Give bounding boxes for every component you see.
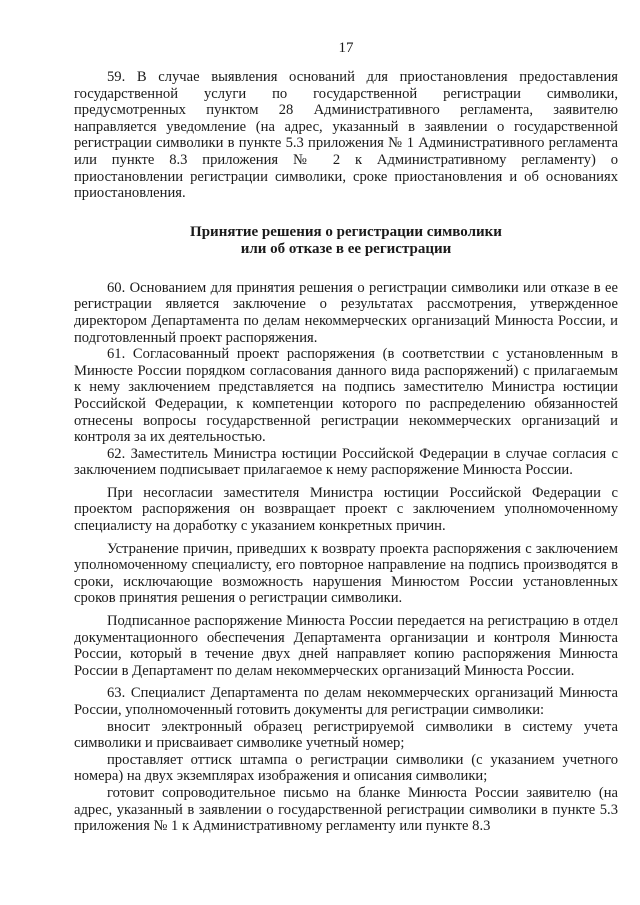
paragraph-63-item-1: вносит электронный образец регистрируемой символики в систему учета символики и присваивает символике учетный номер; xyxy=(74,718,618,752)
paragraph-62-signed: Подписанное распоряжение Минюста России передается на регистрацию в отдел документационного обеспечения Департамента организации и контроля Минюста России, который в течение двух дней направляет копию распоряжения Минюста России в Департамент по делам некоммерческих организаций Минюста России. xyxy=(74,613,618,679)
page-number: 17 xyxy=(338,40,354,56)
section-heading-line-2: или об отказе в ее регистрации xyxy=(240,240,452,257)
paragraph-63-item-2: проставляет оттиск штампа о регистрации символики (с указанием учетного номера) на двух экземплярах изображения и описания символики; xyxy=(74,751,618,785)
paragraph-61: 61. Согласованный проект распоряжения (в соответствии с установленным в Минюсте России порядком согласования данного вида распоряжений) с прилагаемым к нему заключением представляется на подпись заместителю Министра юстиции Российской Федерации, к компетенции которого по распределению обязанностей отнесены вопросы государственной регистрации некоммерческих организаций и контроля за их деятельностью. xyxy=(74,346,618,446)
section-heading-line-1: Принятие решения о регистрации символики xyxy=(190,223,502,240)
paragraph-63: 63. Специалист Департамента по делам некоммерческих организаций Минюста России, уполномоченный готовить документы для регистрации символики: xyxy=(74,685,618,718)
paragraph-62: 62. Заместитель Министра юстиции Российской Федерации в случае согласия с заключением подписывает прилагаемое к нему распоряжение Минюста России. xyxy=(74,445,618,479)
section-heading xyxy=(74,224,618,258)
paragraph-62-elimination: Устранение причин, приведших к возврату проекта распоряжения с заключением уполномоченному специалисту, его повторное направление на подпись производятся в сроки, исключающие возможность нарушения Минюстом России установленных сроков принятия решения о регистрации символики. xyxy=(74,540,618,607)
paragraph-60: 60. Основанием для принятия решения о регистрации символики или отказе в ее регистрации является заключение о результатах рассмотрения, утвержденное директором Департамента по делам некоммерческих организаций Минюста России, и подготовленный проект распоряжения. xyxy=(74,279,618,346)
paragraph-63-item-3: готовит сопроводительное письмо на бланке Минюста России заявителю (на адрес, указанный в заявлении о государственной регистрации символики в пункте 5.3 приложения № 1 к Административному регламенту или пункте 8.3 xyxy=(74,784,618,835)
document-body xyxy=(74,69,618,835)
paragraph-59: 59. В случае выявления оснований для приостановления предоставления государственной услуги по государственной регистрации символики, предусмотренных пунктом 28 Административного регламента, заявителю направляется уведомление (на адрес, указанный в заявлении о государственной регистрации символики в пункте 5.3 приложения № 1 Административного регламента или пункте 8.3 приложения № 2 к Административному регламенту) о приостановлении регистрации символики, сроке приостановления и об основаниях приостановления. xyxy=(74,69,618,202)
paragraph-62-disagreement: При несогласии заместителя Министра юстиции Российской Федерации с проектом распоряжения он возвращает проект с заключением уполномоченному специалисту на доработку с указанием конкретных причин. xyxy=(74,484,618,535)
